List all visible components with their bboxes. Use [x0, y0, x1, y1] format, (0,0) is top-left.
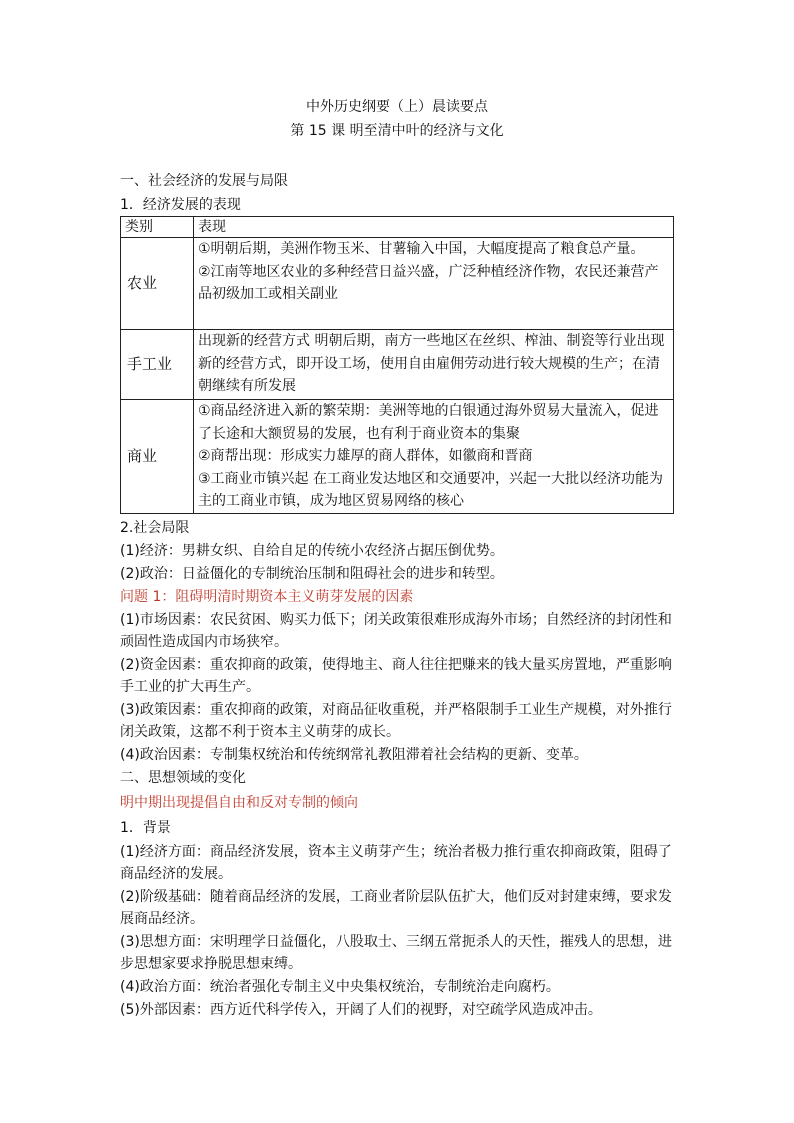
table-row	[121, 238, 674, 330]
question-heading: 问题 1：阻碍明清时期资本主义萌芽发展的因素	[120, 589, 414, 605]
handicraft-point-1: 出现新的经营方式 明朝后期，南方一些地区在丝织、榨油、制瓷等行业出现新的经营方式，即开设工场，使用自由雇佣劳动进行较大规模的生产；在清朝继续有所发展	[198, 333, 665, 394]
section1-heading: 一、社会经济的发展与局限	[120, 173, 288, 189]
section2-sub1: 1．背景	[120, 820, 171, 836]
table-row	[121, 400, 674, 514]
agriculture-point-1: ①明朝后期，美洲作物玉米、甘薯输入中国，大幅度提高了粮食总产量。	[198, 241, 645, 257]
background-politics: (4)政治方面：统治者强化专制主义中央集权统治，专制统治走向腐朽。	[120, 979, 560, 995]
commerce-point-2: ②商帮出现：形成实力雄厚的商人群体，如徽商和晋商	[198, 448, 533, 464]
table-header-description: 表现	[194, 217, 674, 238]
section1-sub2: 2.社会局限	[120, 520, 190, 536]
lesson-title: 第 15 课 明至清中叶的经济与文化	[290, 123, 504, 139]
table-row	[121, 330, 674, 400]
factor-capital: (2)资金因素：重农抑商的政策，使得地主、商人往往把赚来的钱大量买房置地，严重影响手工业的扩大再生产。	[120, 657, 672, 695]
factor-politics: (4)政治因素：专制集权统治和传统纲常礼教阻滞着社会结构的更新、变革。	[120, 747, 588, 763]
section2-heading: 二、思想领域的变化	[120, 770, 246, 786]
background-thought: (3)思想方面：宋明理学日益僵化，八股取士、三纲五常扼杀人的天性，摧残人的思想，进步思想家要求挣脱思想束缚。	[120, 934, 672, 972]
section1-sub1: 1．经济发展的表现	[120, 197, 241, 213]
row-description-agriculture	[194, 238, 674, 330]
limit-politics: (2)政治：日益僵化的专制统治压制和阻碍社会的进步和转型。	[120, 566, 504, 582]
row-description-handicraft	[194, 330, 674, 400]
section2-red-heading: 明中期出现提倡自由和反对专制的倾向	[120, 795, 358, 811]
background-class: (2)阶级基础：随着商品经济的发展，工商业者阶层队伍扩大，他们反对封建束缚，要求发展商品经济。	[120, 889, 672, 927]
commerce-point-1: ①商品经济进入新的繁荣期：美洲等地的白银通过海外贸易大量流入，促进了长途和大额贸易的发展，也有利于商业资本的集聚	[198, 403, 659, 442]
background-economy: (1)经济方面：商品经济发展，资本主义萌芽产生；统治者极力推行重农抑商政策，阻碍了商品经济的发展。	[120, 844, 672, 882]
table-header-category: 类别	[121, 217, 194, 238]
agriculture-point-2: ②江南等地区农业的多种经营日益兴盛，广泛种植经济作物，农民还兼营产品初级加工或相关副业	[198, 263, 659, 302]
row-category-agriculture: 农业	[121, 238, 194, 330]
row-category-handicraft: 手工业	[121, 330, 194, 400]
table-header-row	[121, 217, 674, 238]
document-title: 中外历史纲要（上）晨读要点	[306, 99, 488, 115]
background-external: (5)外部因素：西方近代科学传入，开阔了人们的视野，对空疏学风造成冲击。	[120, 1002, 602, 1018]
row-description-commerce	[194, 400, 674, 514]
commerce-point-3: ③工商业市镇兴起 在工商业发达地区和交通要冲，兴起一大批以经济功能为主的工商业市镇，成为地区贸易网络的核心	[198, 470, 663, 509]
limit-economy: (1)经济：男耕女织、自给自足的传统小农经济占据压倒优势。	[120, 543, 504, 559]
economy-table	[120, 216, 674, 514]
row-category-commerce: 商业	[121, 400, 194, 514]
factor-policy: (3)政策因素：重农抑商的政策，对商品征收重税，并严格限制手工业生产规模，对外推行闭关政策，这都不利于资本主义萌芽的成长。	[120, 702, 672, 740]
factor-market: (1)市场因素：农民贫困、购买力低下；闭关政策很难形成海外市场；自然经济的封闭性和顽固性造成国内市场狭窄。	[120, 612, 672, 650]
